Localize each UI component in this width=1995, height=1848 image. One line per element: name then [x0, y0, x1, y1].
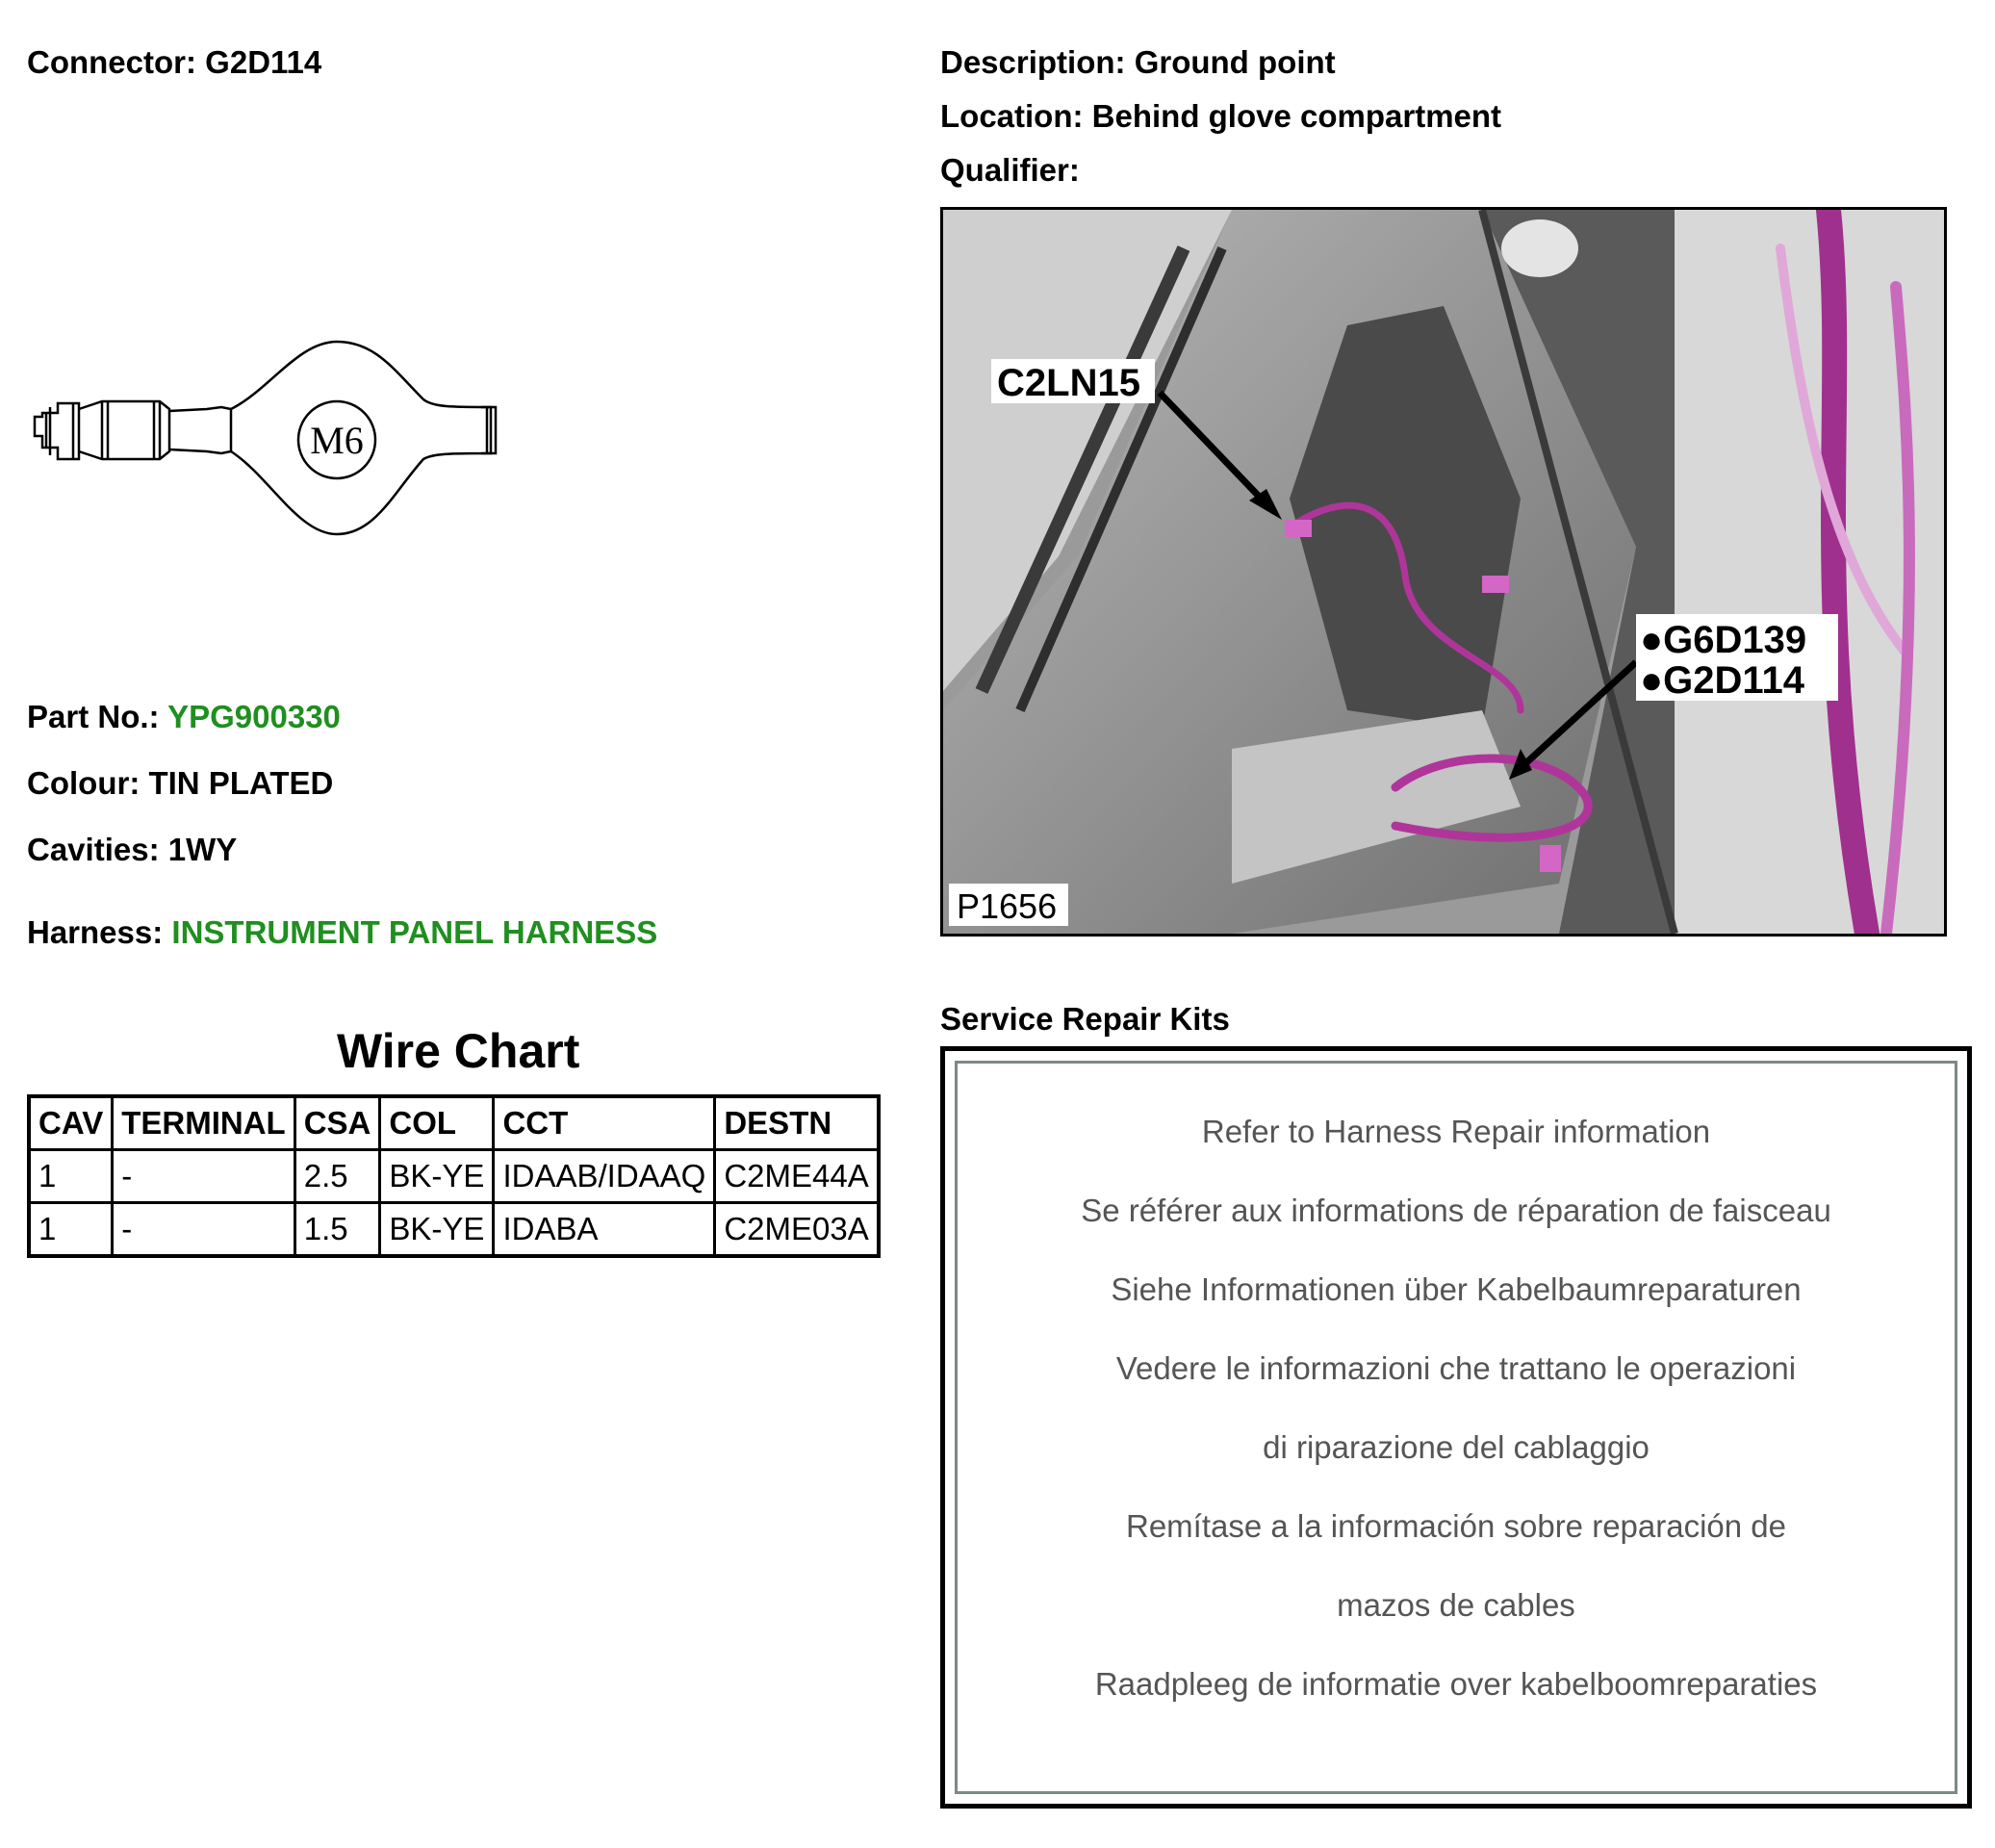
wire-chart-title: Wire Chart [337, 1024, 580, 1078]
srk-line-en: Refer to Harness Repair information [1201, 1114, 1711, 1149]
wire-chart-header-row [29, 1096, 879, 1150]
cavities-value: 1WY [167, 832, 238, 867]
table-row [29, 1203, 879, 1257]
header-csa: CSA [294, 1096, 380, 1150]
cell-col: BK-YE [380, 1203, 494, 1257]
cell-cct: IDABA [494, 1203, 715, 1257]
stud-size-label: M6 [310, 419, 364, 462]
cell-cav: 1 [29, 1203, 113, 1257]
location-field [940, 98, 1501, 135]
srk-line-de: Siehe Informationen über Kabelbaumreparaturen [1111, 1271, 1802, 1307]
srk-line-es-2: mazos de cables [1337, 1587, 1575, 1623]
harness-value[interactable]: INSTRUMENT PANEL HARNESS [171, 914, 658, 950]
cavities-field [27, 832, 237, 868]
colour-field [27, 765, 333, 802]
callout-c2ln15: C2LN15 [997, 362, 1140, 404]
description-field [940, 44, 1336, 81]
harness-field [27, 914, 657, 951]
header-destn: DESTN [715, 1096, 879, 1150]
srk-line-it-2: di riparazione del cablaggio [1263, 1429, 1650, 1465]
cell-cav: 1 [29, 1150, 113, 1203]
cell-csa: 2.5 [294, 1150, 380, 1203]
colour-value: TIN PLATED [148, 765, 334, 801]
qualifier-label: Qualifier: [940, 152, 1080, 188]
part-no-field [27, 699, 341, 735]
srk-line-es-1: Remítase a la información sobre reparación de [1125, 1508, 1787, 1544]
callout-g2d114: ●G2D114 [1640, 659, 1804, 702]
table-row [29, 1150, 879, 1203]
service-repair-kits-title: Service Repair Kits [940, 1001, 1230, 1037]
location-image [940, 207, 1947, 937]
service-repair-kits-inner [955, 1061, 1957, 1794]
harness-label: Harness: [27, 914, 164, 950]
description-value: Ground point [1134, 44, 1336, 80]
location-label: Location: [940, 98, 1084, 134]
qualifier-field [940, 152, 1080, 189]
colour-label: Colour: [27, 765, 141, 801]
cell-cct: IDAAB/IDAAQ [494, 1150, 715, 1203]
header-terminal: TERMINAL [113, 1096, 294, 1150]
connector-value: G2D114 [205, 44, 322, 80]
cell-terminal: - [113, 1203, 294, 1257]
cell-destn: C2ME44A [715, 1150, 879, 1203]
cell-col: BK-YE [380, 1150, 494, 1203]
connector-label: Connector: [27, 44, 196, 80]
srk-line-it-1: Vedere le informazioni che trattano le operazioni [1115, 1350, 1797, 1386]
srk-line-fr: Se référer aux informations de réparation de faisceau [1081, 1193, 1831, 1228]
header-cct: CCT [494, 1096, 715, 1150]
callout-g6d139: ●G6D139 [1640, 619, 1807, 661]
srk-line-nl: Raadpleeg de informatie over kabelboomreparaties [1094, 1666, 1818, 1702]
cell-csa: 1.5 [294, 1203, 380, 1257]
figure-id: P1656 [957, 886, 1058, 926]
connector-field [27, 44, 321, 81]
description-label: Description: [940, 44, 1126, 80]
header-col: COL [380, 1096, 494, 1150]
service-repair-kits-box [940, 1046, 1972, 1809]
cavities-label: Cavities: [27, 832, 160, 867]
location-value: Behind glove compartment [1091, 98, 1502, 134]
part-no-label: Part No.: [27, 699, 160, 734]
header-cav: CAV [29, 1096, 113, 1150]
cell-destn: C2ME03A [715, 1203, 879, 1257]
part-no-value[interactable]: YPG900330 [167, 699, 341, 734]
cell-terminal: - [113, 1150, 294, 1203]
ring-terminal-drawing [29, 332, 520, 544]
wire-chart-table [27, 1094, 881, 1258]
